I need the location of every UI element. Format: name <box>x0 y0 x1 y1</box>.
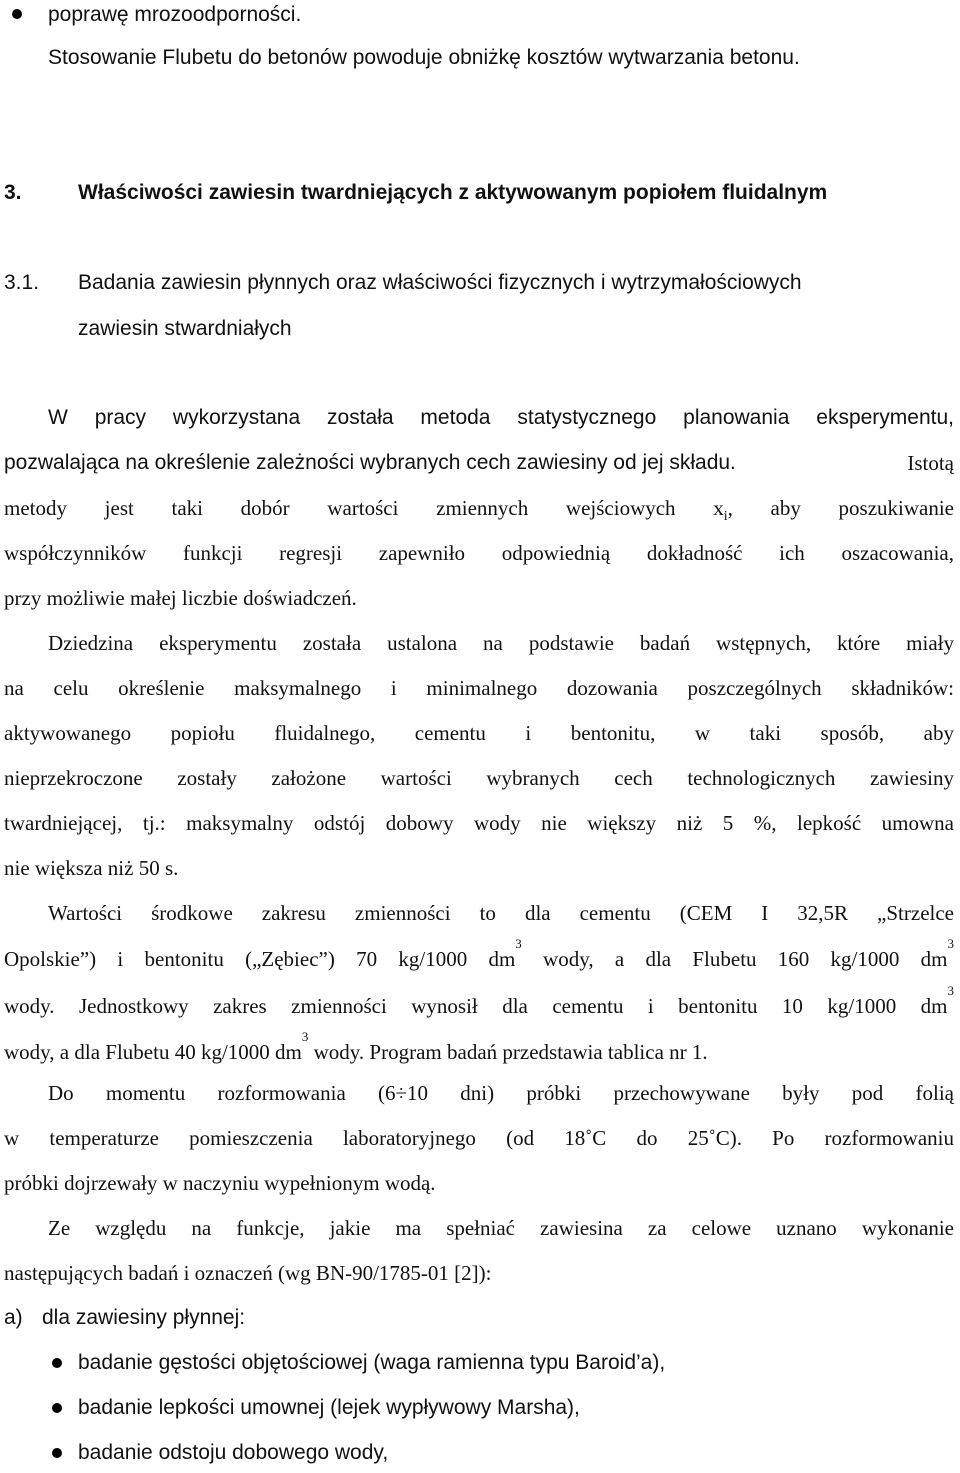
para1-line2 <box>4 450 954 476</box>
para4-line3: próbki dojrzewały w naczyniu wypełnionym wodą. <box>4 1171 436 1195</box>
list-a-text: dla zawiesiny płynnej: <box>42 1306 246 1329</box>
intro-paragraph: Stosowanie Flubetu do betonów powoduje obniżkę kosztów wytwarzania betonu. <box>48 46 800 69</box>
bullet-icon <box>52 1358 62 1368</box>
section-3-1-title-line1: Badania zawiesin płynnych oraz właściwości fizycznych i wytrzymałościowych <box>78 271 802 294</box>
para3-line3 <box>4 983 954 1019</box>
list-item: badanie odstoju dobowego wody, <box>78 1441 389 1464</box>
para5-line1: Ze względu na funkcje, jakie ma spełniać zawiesina za celowe uznano wykonanie <box>48 1216 954 1240</box>
list-item: badanie gęstości objętościowej (waga ramienna typu Baroid’a), <box>78 1351 666 1374</box>
para3-line2-text: Opolskie”) i bentonitu („Zębiec”) 70 kg/1000 dm <box>4 947 516 971</box>
bullet-icon <box>12 9 22 19</box>
list-item: badanie lepkości umownej (lejek wypływowy Marsha), <box>78 1396 580 1419</box>
para2-line2: na celu określenie maksymalnego i minimalnego dozowania poszczególnych składników: <box>4 676 954 700</box>
section-3-title: Właściwości zawiesin twardniejących z aktywowanym popiołem fluidalnym <box>78 181 828 204</box>
para1-line1: W pracy wykorzystana została metoda statystycznego planowania eksperymentu, <box>48 406 954 429</box>
para3-line4-tail: wody. Program badań przedstawia tablica nr 1. <box>308 1040 708 1064</box>
para3-line1: Wartości środkowe zakresu zmienności to dla cementu (CEM I 32,5R „Strzelce <box>48 901 954 925</box>
para1-line4: współczynników funkcji regresji zapewniło odpowiednią dokładność ich oszacowania, <box>4 541 954 565</box>
para1-subscript-i: i <box>723 509 728 524</box>
list-a-label: a) <box>4 1306 23 1329</box>
para3-superscript: 3 <box>515 936 522 951</box>
para1-line3-text: metody jest taki dobór wartości zmiennych wejściowych x <box>4 496 724 520</box>
para3-line2 <box>4 936 954 972</box>
para3-superscript: 3 <box>947 983 954 998</box>
para2-line1: Dziedzina eksperymentu została ustalona na podstawie badań wstępnych, które miały <box>48 631 954 655</box>
para2-line3: aktywowanego popiołu fluidalnego, cementu i bentonitu, w taki sposób, aby <box>4 721 954 745</box>
section-3-1-number: 3.1. <box>4 271 40 294</box>
bullet-icon <box>52 1403 62 1413</box>
para2-line6: nie większa niż 50 s. <box>4 856 179 880</box>
para3-superscript: 3 <box>947 936 954 951</box>
para3-line4-text: wody, a dla Flubetu 40 kg/1000 dm <box>4 1040 302 1064</box>
para4-line2: w temperaturze pomieszczenia laboratoryjnego (od 18˚C do 25˚C). Po rozformowaniu <box>4 1126 954 1150</box>
para3-superscript: 3 <box>301 1029 309 1044</box>
para5-line2: następujących badań i oznaczeń (wg BN-90/1785-01 [2]): <box>4 1261 492 1285</box>
para4-line1: Do momentu rozformowania (6÷10 dni) próbki przechowywane były pod folią <box>48 1081 954 1105</box>
para1-line2-tail: Istotą <box>907 451 954 475</box>
section-3-number: 3. <box>4 181 22 204</box>
intro-bullet-text: poprawę mrozoodporności. <box>48 3 302 26</box>
para3-line3-text: wody. Jednostkowy zakres zmienności wynosił dla cementu i bentonitu 10 kg/1000 dm <box>4 994 948 1018</box>
para1-line3-tail: , aby poszukiwanie <box>727 496 955 520</box>
section-3-1-title-line2: zawiesin stwardniałych <box>78 317 292 340</box>
para1-line5: przy możliwie małej liczbie doświadczeń. <box>4 586 357 610</box>
para2-line5: twardniejącej, tj.: maksymalny odstój dobowy wody nie większy niż 5 %, lepkość umowna <box>4 811 954 835</box>
para2-line4: nieprzekroczone zostały założone wartości wybranych cech technologicznych zawiesiny <box>4 766 954 790</box>
para3-line2-mid: wody, a dla Flubetu 160 kg/1000 dm <box>521 947 948 971</box>
bullet-icon <box>52 1448 62 1458</box>
para1-line3 <box>4 495 954 525</box>
para1-line2-text: pozwalająca na określenie zależności wybranych cech zawiesiny od jej składu. <box>4 451 736 474</box>
para3-line4 <box>4 1029 954 1065</box>
